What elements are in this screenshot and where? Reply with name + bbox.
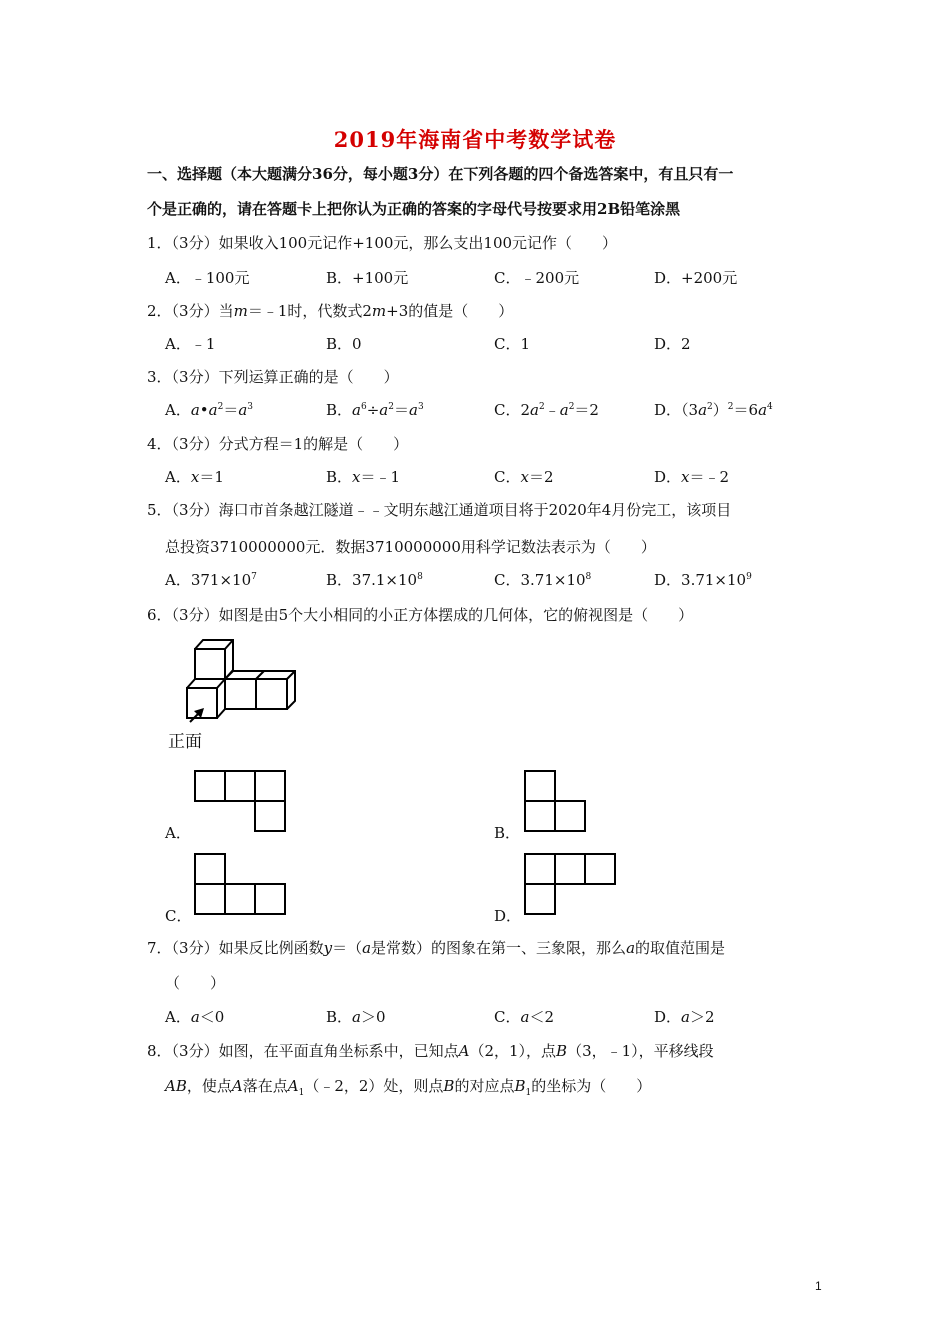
- q5-stem-line2: 总投资3710000000元．数据3710000000用科学记数法表示为（ ）: [165, 538, 656, 556]
- q1-option-c: C．﹣200元: [494, 269, 580, 287]
- q2-option-c: C．1: [494, 335, 531, 353]
- q5-stem-line1: 5．（3分）海口市首条越江隧道﹣﹣文明东越江通道项目将于2020年4月份完工，该项目: [147, 501, 732, 519]
- q3-option-d: D．$(3a^2)^2=6a^4$: [654, 401, 773, 419]
- section-heading-line1: 一、选择题（本大题满分36分，每小题3分）在下列各题的四个备选答案中，有且只有一: [147, 165, 734, 183]
- q7-stem-line2: （ ）: [165, 974, 226, 992]
- page-number: 1: [815, 1279, 822, 1293]
- q2-option-b: B．0: [326, 335, 362, 353]
- q6-stem: 6．（3分）如图是由5个大小相同的小正方体摆成的几何体，它的俯视图是（ ）: [147, 606, 694, 624]
- q5-option-d: D．$3.71\times 10^9$: [654, 571, 752, 589]
- front-view-label: 正面: [168, 732, 202, 752]
- q1-option-a: A．﹣100元: [165, 269, 250, 287]
- q1-option-b: B．+100元: [326, 269, 409, 287]
- q6-option-c-figure: [194, 853, 286, 915]
- q6-option-a-figure: [194, 770, 286, 832]
- q6-option-c-label: C．: [165, 907, 192, 925]
- q7-stem-line1: 7．（3分）如果反比例函数y＝（a是常数）的图象在第一、三象限，那么a的取值范围是: [147, 939, 726, 957]
- q4-option-c: C．x＝2: [494, 468, 554, 486]
- q6-option-b-label: B．: [494, 824, 521, 842]
- q3-stem: 3．（3分）下列运算正确的是（ ）: [147, 368, 399, 386]
- q2-option-d: D．2: [654, 335, 691, 353]
- page-title: 2019年海南省中考数学试卷: [333, 127, 617, 152]
- q8-stem-line1: 8．（3分）如图，在平面直角坐标系中，已知点A（2，1），点B（3，﹣1），平移线段: [147, 1042, 714, 1060]
- q3-option-b: B．$a^6\div a^2=a^3$: [326, 401, 424, 419]
- q6-option-d-label: D．: [494, 907, 522, 925]
- q2-option-a: A．﹣1: [165, 335, 216, 353]
- q8-stem-line2: AB，使点A落在点$A_1(﹣2$，2）处，则点B的对应点$B_1$的坐标为（ ）: [165, 1077, 652, 1098]
- q7-option-c: C．a＜2: [494, 1008, 554, 1026]
- q7-option-a: A．a＜0: [165, 1008, 225, 1026]
- q4-stem: 4．（3分）分式方程＝1的解是（ ）: [147, 435, 409, 453]
- q7-option-d: D．a＞2: [654, 1008, 715, 1026]
- q3-option-c: C．$2a^2﹣a^2=2$: [494, 401, 599, 419]
- q6-option-b-figure: [524, 770, 586, 832]
- q5-option-a: A．$371\times 10^7$: [165, 571, 257, 589]
- q2-stem: 2．（3分）当m＝﹣1时，代数式2m+3的值是（ ）: [147, 302, 514, 320]
- q4-option-b: B．x＝﹣1: [326, 468, 401, 486]
- q1-stem: 1．（3分）如果收入100元记作+100元，那么支出100元记作（ ）: [147, 234, 618, 252]
- q5-option-c: C．$3.71\times 10^8$: [494, 571, 592, 589]
- q4-option-a: A．x＝1: [165, 468, 224, 486]
- q4-option-d: D．x＝﹣2: [654, 468, 730, 486]
- q3-option-a: A．$a•a^2=a^3$: [165, 401, 254, 419]
- q5-option-b: B．$37.1\times 10^8$: [326, 571, 423, 589]
- q6-option-a-label: A．: [165, 824, 191, 842]
- q1-option-d: D．+200元: [654, 269, 738, 287]
- section-heading-line2: 个是正确的，请在答题卡上把你认为正确的答案的字母代号按要求用2B铅笔涂黑: [147, 200, 681, 218]
- q7-option-b: B．a＞0: [326, 1008, 386, 1026]
- q6-option-d-figure: [524, 853, 616, 915]
- q6-cube-figure: [180, 636, 310, 726]
